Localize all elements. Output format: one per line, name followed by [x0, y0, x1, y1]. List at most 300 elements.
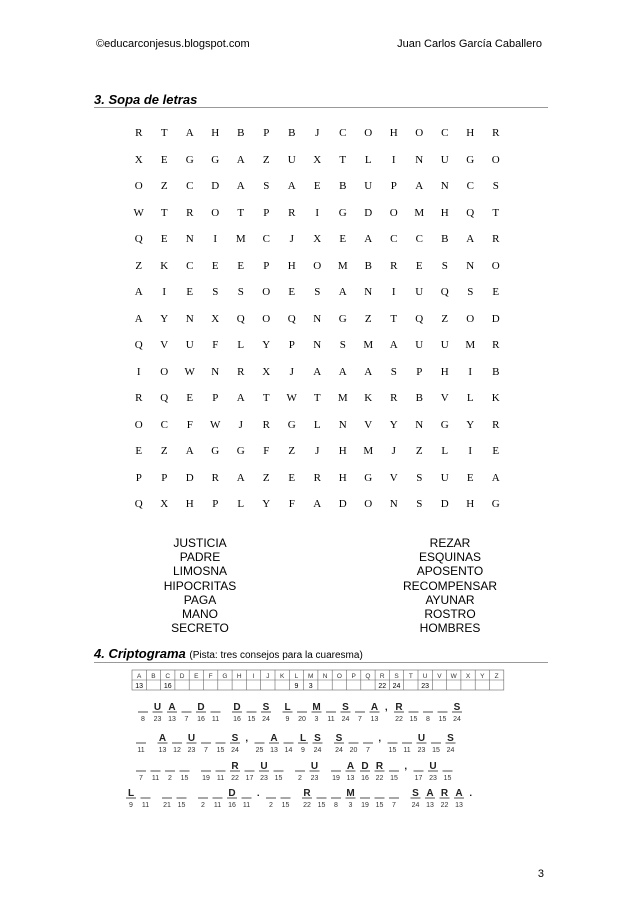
section4-title — [94, 646, 363, 661]
solved-letter: R — [395, 702, 403, 713]
grid-cell: P — [212, 498, 219, 511]
grid-cell: S — [212, 286, 219, 299]
cipher-number: 11 — [141, 802, 150, 809]
grid-cell: C — [339, 127, 347, 140]
grid-cell: F — [288, 498, 295, 511]
grid-cell: J — [315, 445, 320, 458]
solved-letter: S — [314, 733, 321, 744]
grid-cell: R — [211, 471, 219, 484]
grid-cell: Q — [160, 392, 169, 405]
grid-cell: E — [288, 471, 296, 484]
grid-cell: N — [415, 153, 424, 166]
grid-cell: E — [466, 471, 474, 484]
grid-row — [126, 412, 509, 439]
header-author: Juan Carlos García Caballero — [397, 38, 542, 50]
grid-cell: G — [338, 206, 347, 219]
grid-cell: D — [185, 471, 194, 484]
word-item: AYUNAR — [425, 592, 475, 607]
key-number: 16 — [163, 683, 172, 690]
key-letter: C — [165, 673, 171, 680]
solved-letter: A — [270, 733, 278, 744]
section4-title-text: 4. Criptograma — [94, 646, 186, 661]
cipher-number: 15 — [409, 716, 418, 723]
grid-cell: E — [339, 233, 347, 246]
section3-title: 3. Sopa de letras — [94, 92, 198, 107]
grid-cell: Z — [135, 259, 143, 272]
punctuation: , — [245, 733, 249, 743]
grid-cell: G — [185, 153, 194, 166]
grid-row — [126, 491, 509, 518]
grid-cell: A — [236, 180, 245, 193]
grid-cell: U — [415, 286, 424, 299]
cipher-number: 8 — [141, 716, 145, 723]
cipher-number: 22 — [395, 716, 403, 723]
key-letter: N — [322, 673, 328, 680]
solved-letter: U — [187, 733, 196, 744]
grid-row — [126, 465, 509, 492]
grid-cell: I — [136, 365, 141, 378]
word-item: RECOMPENSAR — [402, 578, 497, 593]
grid-cell: A — [338, 286, 347, 299]
grid-cell: P — [212, 392, 219, 405]
grid-cell: U — [287, 153, 296, 166]
grid-cell: A — [389, 339, 398, 352]
grid-cell: L — [237, 339, 245, 352]
solved-letter: D — [228, 788, 236, 799]
grid-cell: J — [315, 127, 320, 140]
grid-cell: O — [491, 259, 500, 272]
cipher-number: 15 — [177, 802, 186, 809]
grid-cell: Z — [160, 180, 168, 193]
grid-cell: A — [236, 153, 245, 166]
grid-cell: A — [134, 286, 143, 299]
grid-cell: S — [441, 259, 448, 272]
grid-cell: R — [492, 127, 500, 140]
grid-cell: E — [211, 259, 219, 272]
grid-cell: N — [440, 180, 449, 193]
grid-cell: L — [237, 498, 245, 511]
grid-row — [126, 147, 509, 174]
solved-letter: A — [158, 733, 167, 744]
cipher-number: 15 — [216, 747, 225, 754]
header-site: ©educarconjesus.blogspot.com — [96, 38, 250, 50]
solved-letter: R — [375, 761, 384, 772]
grid-cell: H — [338, 445, 347, 458]
grid-cell: S — [416, 471, 423, 484]
grid-cell: S — [467, 286, 474, 299]
cipher-number: 9 — [301, 747, 305, 754]
cipher-number: 24 — [411, 802, 420, 809]
grid-cell: Z — [262, 153, 270, 166]
grid-cell: P — [288, 339, 295, 352]
grid-cell: Q — [134, 233, 143, 246]
cipher-number: 3 — [314, 716, 319, 723]
cipher-number: 17 — [245, 775, 254, 782]
grid-cell: F — [186, 418, 193, 431]
cipher-number: 23 — [187, 747, 196, 754]
cipher-number: 15 — [281, 802, 290, 809]
grid-cell: U — [440, 471, 449, 484]
grid-cell: E — [492, 445, 500, 458]
grid-cell: M — [414, 206, 425, 219]
word-item: JUSTICIA — [173, 536, 227, 550]
word-item: LIMOSNA — [172, 564, 227, 579]
grid-cell: C — [415, 233, 423, 246]
grid-cell: O — [364, 498, 373, 511]
punctuation: . — [257, 788, 260, 798]
solved-letter: D — [197, 702, 205, 713]
key-letter: R — [379, 673, 385, 680]
key-number: 24 — [392, 683, 401, 690]
cipher-number: 16 — [228, 802, 236, 809]
grid-cell: T — [492, 206, 500, 219]
cipher-number: 3 — [348, 802, 353, 809]
grid-cell: V — [440, 392, 449, 405]
word-item: APOSENTO — [416, 564, 484, 579]
grid-cell: W — [133, 206, 144, 219]
grid-cell: B — [237, 127, 245, 140]
solved-letter: R — [440, 788, 449, 799]
cipher-number: 15 — [317, 802, 326, 809]
solved-letter: M — [346, 788, 355, 799]
key-number: 13 — [135, 683, 144, 690]
grid-row — [126, 306, 509, 333]
grid-cell: R — [492, 233, 500, 246]
cipher-number: 13 — [270, 747, 278, 754]
grid-cell: S — [263, 180, 270, 193]
grid-cell: O — [415, 127, 424, 140]
grid-cell: N — [313, 312, 322, 325]
grid-cell: G — [211, 445, 220, 458]
grid-cell: C — [441, 127, 449, 140]
grid-cell: O — [262, 286, 271, 299]
cipher-number: 24 — [335, 747, 343, 754]
grid-cell: O — [466, 312, 475, 325]
grid-cell: S — [390, 365, 397, 378]
key-letter: B — [151, 673, 156, 680]
solved-letter: S — [447, 733, 454, 744]
key-letter: J — [266, 673, 270, 680]
grid-row — [126, 253, 509, 280]
grid-cell: E — [237, 259, 245, 272]
grid-cell: R — [390, 259, 398, 272]
solved-letter: A — [426, 788, 434, 799]
solved-letter: S — [231, 733, 239, 744]
solved-letter: S — [262, 702, 270, 713]
cipher-number: 23 — [153, 716, 162, 723]
word-item: REZAR — [429, 536, 471, 550]
key-letter: E — [194, 673, 199, 680]
grid-cell: W — [210, 418, 221, 431]
grid-cell: J — [289, 233, 294, 246]
grid-cell: T — [160, 127, 168, 140]
grid-cell: G — [491, 498, 500, 511]
grid-cell: C — [466, 180, 474, 193]
grid-cell: E — [186, 392, 194, 405]
key-letter: Q — [365, 673, 371, 680]
word-item: ROSTRO — [424, 607, 476, 622]
key-letter: V — [437, 673, 442, 680]
cipher-number: 15 — [390, 775, 398, 782]
cipher-number: 15 — [247, 716, 256, 723]
cipher-number: 15 — [274, 775, 283, 782]
grid-cell: W — [184, 365, 195, 378]
solved-letter: D — [361, 761, 369, 772]
grid-cell: I — [391, 153, 396, 166]
grid-cell: Z — [160, 445, 168, 458]
grid-cell: N — [466, 259, 475, 272]
grid-cell: Q — [466, 206, 475, 219]
grid-cell: I — [468, 445, 473, 458]
grid-cell: T — [262, 392, 270, 405]
cipher-number: 22 — [375, 775, 384, 782]
cryptogram — [126, 668, 526, 818]
cipher-number: 24 — [313, 747, 322, 754]
grid-cell: X — [313, 233, 322, 246]
grid-cell: A — [491, 471, 500, 484]
grid-cell: D — [491, 312, 500, 325]
key-letter: O — [336, 673, 342, 680]
grid-cell: A — [134, 312, 143, 325]
grid-row — [126, 279, 509, 306]
cipher-number: 16 — [233, 716, 241, 723]
grid-cell: Q — [440, 286, 449, 299]
grid-cell: V — [364, 418, 373, 431]
grid-cell: H — [287, 259, 296, 272]
grid-cell: R — [262, 418, 270, 431]
grid-cell: Q — [415, 312, 424, 325]
key-letter: M — [308, 673, 314, 680]
solved-letter: R — [231, 761, 239, 772]
grid-cell: O — [364, 127, 373, 140]
word-item: ESQUINAS — [418, 550, 481, 565]
grid-cell: E — [135, 445, 143, 458]
cipher-number: 7 — [358, 716, 362, 723]
grid-cell: S — [237, 286, 244, 299]
cipher-number: 24 — [341, 716, 350, 723]
grid-cell: R — [135, 392, 143, 405]
grid-row — [126, 359, 509, 386]
grid-cell: M — [465, 339, 476, 352]
grid-cell: T — [237, 206, 245, 219]
grid-cell: O — [134, 180, 143, 193]
grid-cell: D — [440, 498, 449, 511]
key-number: 9 — [294, 683, 299, 690]
cipher-number: 13 — [455, 802, 463, 809]
punctuation: , — [404, 761, 408, 771]
cipher-number: 2 — [298, 775, 302, 782]
grid-cell: T — [160, 206, 168, 219]
key-number: 23 — [421, 683, 430, 690]
grid-cell: T — [339, 153, 347, 166]
grid-cell: H — [185, 498, 194, 511]
solved-letter: D — [233, 702, 241, 713]
solved-letter: R — [303, 788, 311, 799]
grid-cell: G — [236, 445, 245, 458]
word-item: PAGA — [183, 592, 217, 607]
key-letter: S — [394, 673, 399, 680]
cipher-number: 15 — [180, 775, 189, 782]
grid-cell: R — [492, 418, 500, 431]
cipher-number: 13 — [158, 747, 167, 754]
cipher-number: 11 — [242, 802, 251, 809]
cipher-number: 13 — [346, 775, 355, 782]
grid-cell: H — [440, 206, 449, 219]
section4-hint: (Pista: tres consejos para la cuaresma) — [189, 650, 363, 661]
grid-cell: P — [263, 127, 270, 140]
grid-cell: Z — [441, 312, 449, 325]
grid-cell: Y — [262, 339, 271, 352]
grid-cell: R — [313, 471, 321, 484]
key-letter: D — [179, 673, 185, 680]
grid-cell: H — [440, 365, 449, 378]
cipher-number: 11 — [327, 716, 335, 723]
grid-cell: Z — [415, 445, 423, 458]
grid-cell: B — [339, 180, 347, 193]
grid-cell: E — [288, 286, 296, 299]
grid-cell: H — [338, 471, 347, 484]
cipher-number: 25 — [255, 747, 264, 754]
grid-cell: X — [211, 312, 220, 325]
grid-cell: M — [337, 259, 348, 272]
key-letter: U — [422, 673, 428, 680]
word-item: HOMBRES — [419, 621, 481, 636]
cipher-number: 12 — [173, 747, 181, 754]
grid-cell: S — [492, 180, 499, 193]
grid-cell: T — [313, 392, 321, 405]
grid-cell: Z — [262, 471, 270, 484]
grid-cell: P — [263, 259, 270, 272]
grid-cell: O — [134, 418, 143, 431]
grid-cell: V — [160, 339, 169, 352]
grid-cell: A — [338, 365, 347, 378]
grid-row — [126, 173, 509, 200]
grid-cell: B — [288, 127, 296, 140]
solved-letter: U — [310, 761, 319, 772]
key-letter: K — [279, 673, 285, 680]
grid-cell: A — [185, 127, 194, 140]
cipher-number: 22 — [303, 802, 311, 809]
cipher-number: 23 — [260, 775, 268, 782]
cipher-number: 19 — [202, 775, 210, 782]
grid-cell: R — [237, 365, 245, 378]
grid-cell: P — [416, 365, 423, 378]
key-letter: P — [351, 673, 356, 680]
key-letter: Y — [480, 673, 485, 680]
key-letter: W — [450, 673, 457, 680]
grid-cell: I — [315, 206, 320, 219]
grid-cell: Y — [389, 418, 398, 431]
grid-cell: P — [263, 206, 270, 219]
solved-letter: M — [312, 702, 321, 713]
grid-cell: P — [390, 180, 397, 193]
grid-cell: U — [440, 339, 449, 352]
grid-cell: H — [466, 498, 475, 511]
key-letter: L — [294, 673, 299, 680]
grid-cell: O — [491, 153, 500, 166]
grid-cell: R — [390, 392, 398, 405]
grid-cell: H — [466, 127, 475, 140]
cipher-number: 19 — [332, 775, 340, 782]
cipher-number: 16 — [197, 716, 205, 723]
grid-cell: U — [364, 180, 373, 193]
grid-cell: E — [160, 153, 168, 166]
grid-cell: O — [160, 365, 169, 378]
key-letter: Z — [494, 673, 499, 680]
grid-cell: M — [235, 233, 246, 246]
grid-cell: E — [492, 286, 500, 299]
grid-row — [126, 120, 509, 147]
grid-cell: A — [236, 471, 245, 484]
solved-letter: L — [284, 702, 291, 713]
solved-letter: U — [429, 761, 437, 772]
key-letter: A — [136, 673, 142, 680]
grid-cell: N — [185, 312, 194, 325]
grid-cell: A — [364, 233, 373, 246]
cipher-number: 8 — [334, 802, 338, 809]
cipher-number: 13 — [168, 716, 176, 723]
grid-cell: L — [313, 418, 321, 431]
solved-letter: A — [455, 788, 463, 799]
cipher-number: 24 — [446, 747, 455, 754]
cipher-number: 22 — [440, 802, 449, 809]
grid-cell: Q — [134, 498, 143, 511]
grid-cell: R — [492, 339, 500, 352]
cipher-number: 11 — [403, 747, 411, 754]
solved-letter: S — [335, 733, 343, 744]
cipher-number: 22 — [231, 775, 239, 782]
grid-cell: A — [415, 180, 424, 193]
grid-cell: D — [338, 498, 347, 511]
grid-cell: N — [364, 286, 373, 299]
grid-cell: Z — [364, 312, 372, 325]
grid-cell: C — [390, 233, 398, 246]
key-number: 3 — [308, 683, 313, 690]
cipher-number: 7 — [184, 716, 189, 723]
cipher-number: 21 — [163, 802, 171, 809]
grid-cell: Q — [236, 312, 245, 325]
key-letter: G — [222, 673, 228, 680]
grid-cell: T — [390, 312, 398, 325]
grid-cell: R — [288, 206, 296, 219]
grid-cell: C — [186, 180, 194, 193]
grid-cell: G — [440, 418, 449, 431]
grid-cell: N — [185, 233, 194, 246]
grid-cell: N — [389, 498, 398, 511]
key-letter: I — [252, 673, 255, 680]
grid-cell: H — [389, 127, 398, 140]
grid-cell: Y — [466, 418, 475, 431]
grid-cell: A — [287, 180, 296, 193]
grid-cell: N — [211, 365, 220, 378]
punctuation: , — [378, 733, 382, 743]
grid-cell: L — [466, 392, 474, 405]
grid-cell: X — [160, 498, 169, 511]
grid-cell: E — [186, 286, 194, 299]
grid-cell: O — [211, 206, 220, 219]
grid-cell: S — [314, 286, 321, 299]
grid-cell: P — [135, 471, 142, 484]
cipher-number: 7 — [139, 775, 143, 782]
cipher-number: 17 — [414, 775, 423, 782]
key-letter: T — [408, 673, 413, 680]
key-letter: F — [208, 673, 213, 680]
cipher-number: 24 — [453, 716, 461, 723]
grid-cell: B — [364, 259, 372, 272]
grid-cell: L — [364, 153, 372, 166]
grid-cell: K — [160, 259, 169, 272]
grid-row — [126, 385, 509, 412]
